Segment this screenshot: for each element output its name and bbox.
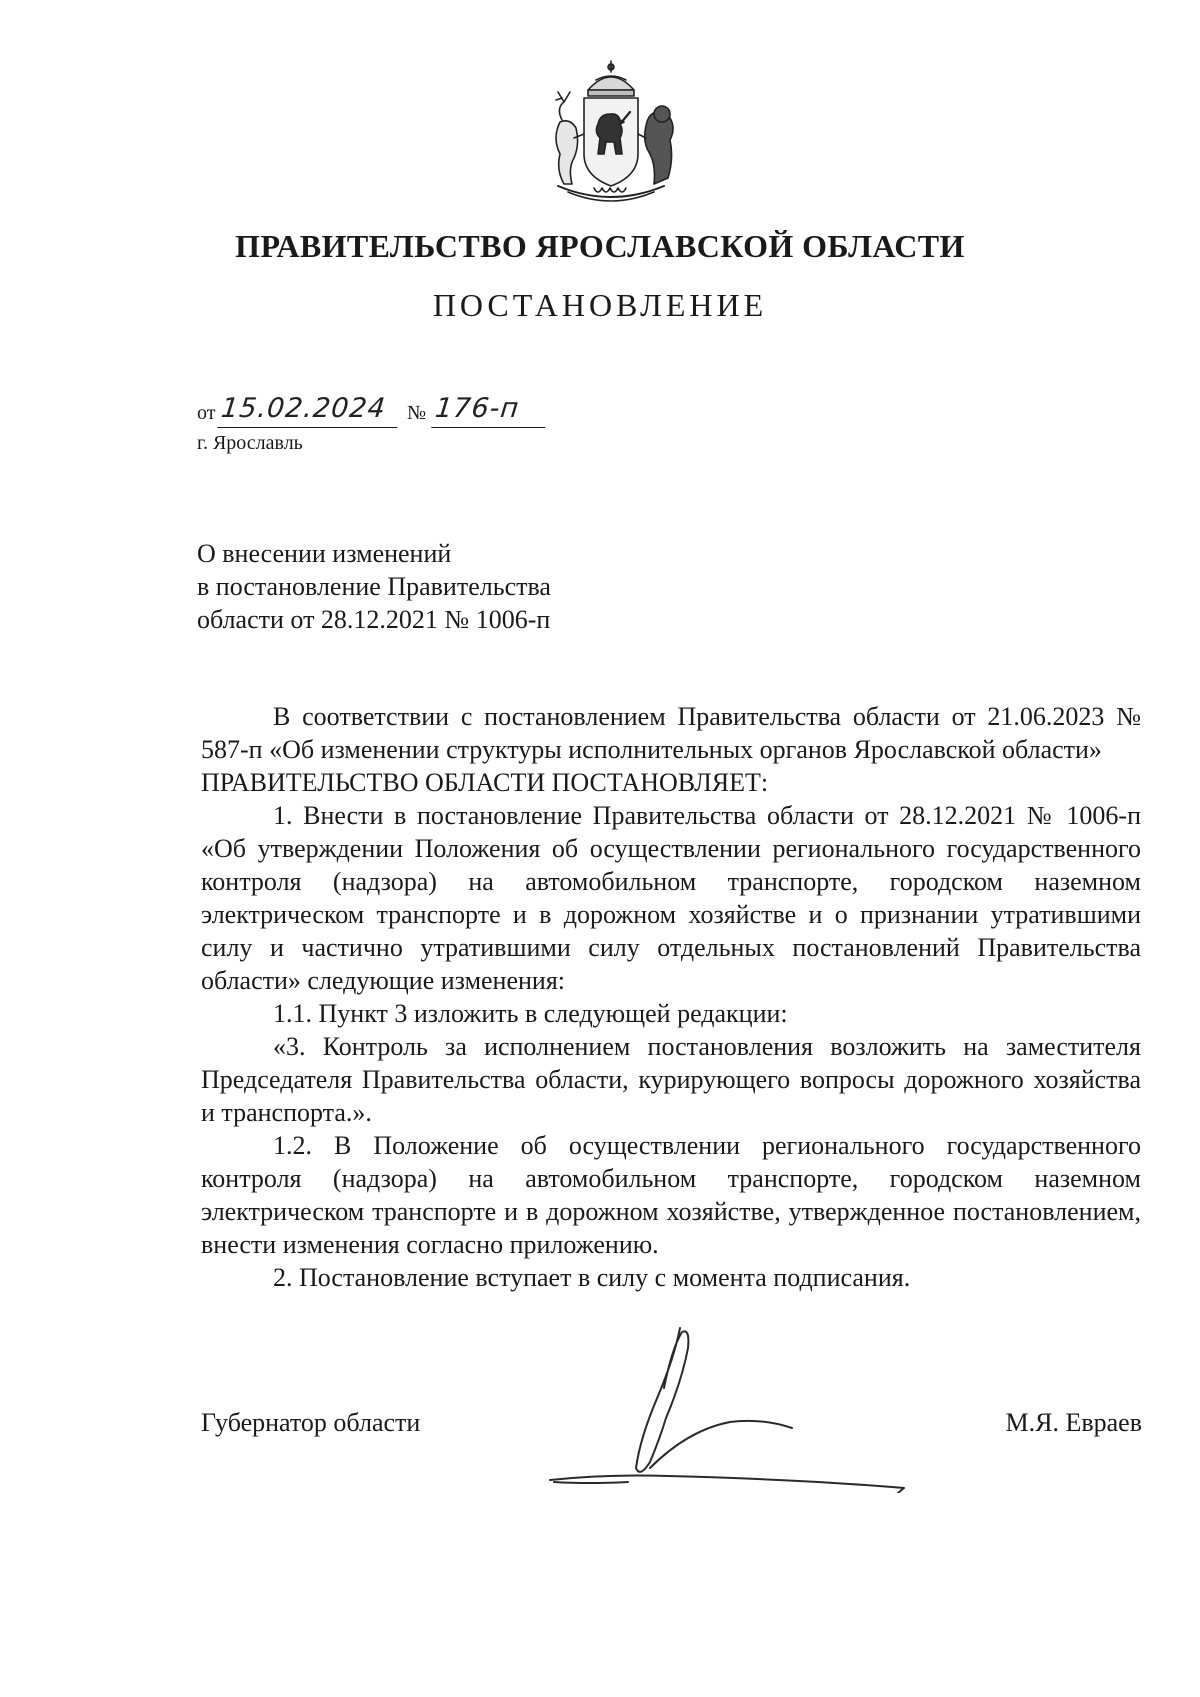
item-2-paragraph: 2. Постановление вступает в силу с момента подписания. bbox=[273, 1263, 911, 1292]
signatory-title: Губернатор области bbox=[201, 1408, 421, 1437]
date-prefix: от bbox=[197, 402, 216, 424]
number-prefix: № bbox=[407, 402, 427, 424]
resolution-heading: ПРАВИТЕЛЬСТВО ОБЛАСТИ ПОСТАНОВЛЯЕТ: bbox=[201, 768, 769, 797]
item-1-1-paragraph: 1.1. Пункт 3 изложить в следующей редакции: bbox=[273, 999, 788, 1028]
organization-name: ПРАВИТЕЛЬСТВО ЯРОСЛАВСКОЙ ОБЛАСТИ bbox=[235, 228, 965, 264]
document-body bbox=[201, 700, 1141, 1294]
subject-line: О внесении изменений bbox=[197, 539, 452, 568]
document-number: 176-п bbox=[431, 394, 549, 428]
city: г. Ярославль bbox=[197, 432, 303, 454]
subject-line: области от 28.12.2021 № 1006-п bbox=[197, 605, 551, 634]
item-1-1-text-paragraph: «3. Контроль за исполнением постановления возложить на заместителя Председателя Правительства области, курирующего вопросы дорожного хозяйства и транспорта.». bbox=[201, 1032, 1141, 1127]
document-date: 15.02.2024 bbox=[217, 394, 401, 428]
coat-of-arms-icon bbox=[538, 58, 684, 208]
document-type: ПОСТАНОВЛЕНИЕ bbox=[432, 287, 768, 323]
signatory-name: М.Я. Евраев bbox=[1005, 1408, 1142, 1437]
document-subject bbox=[197, 537, 551, 636]
preamble-paragraph: В соответствии с постановлением Правительства области от 21.06.2023 № 587-п «Об изменении структуры исполнительных органов Ярославской области» bbox=[201, 702, 1141, 764]
signature-image bbox=[548, 1318, 928, 1493]
subject-line: в постановление Правительства bbox=[197, 572, 551, 601]
item-1-2-paragraph: 1.2. В Положение об осуществлении регионального государственного контроля (надзора) на автомобильном транспорте, городском наземном электрическом транспорте и в дорожном хозяйстве, утвержденное постановлением, внести изменения согласно приложению. bbox=[201, 1131, 1141, 1259]
item-1-paragraph: 1. Внести в постановление Правительства области от 28.12.2021 № 1006-п «Об утверждении Положения об осуществлении регионального государственного контроля (надзора) на автомобильном транспорте, городском наземном электрическом транспорте и в дорожном хозяйстве и о признании утратившими силу и частично утратившими силу отдельных постановлений Правительства области» следующие изменения: bbox=[201, 801, 1141, 995]
